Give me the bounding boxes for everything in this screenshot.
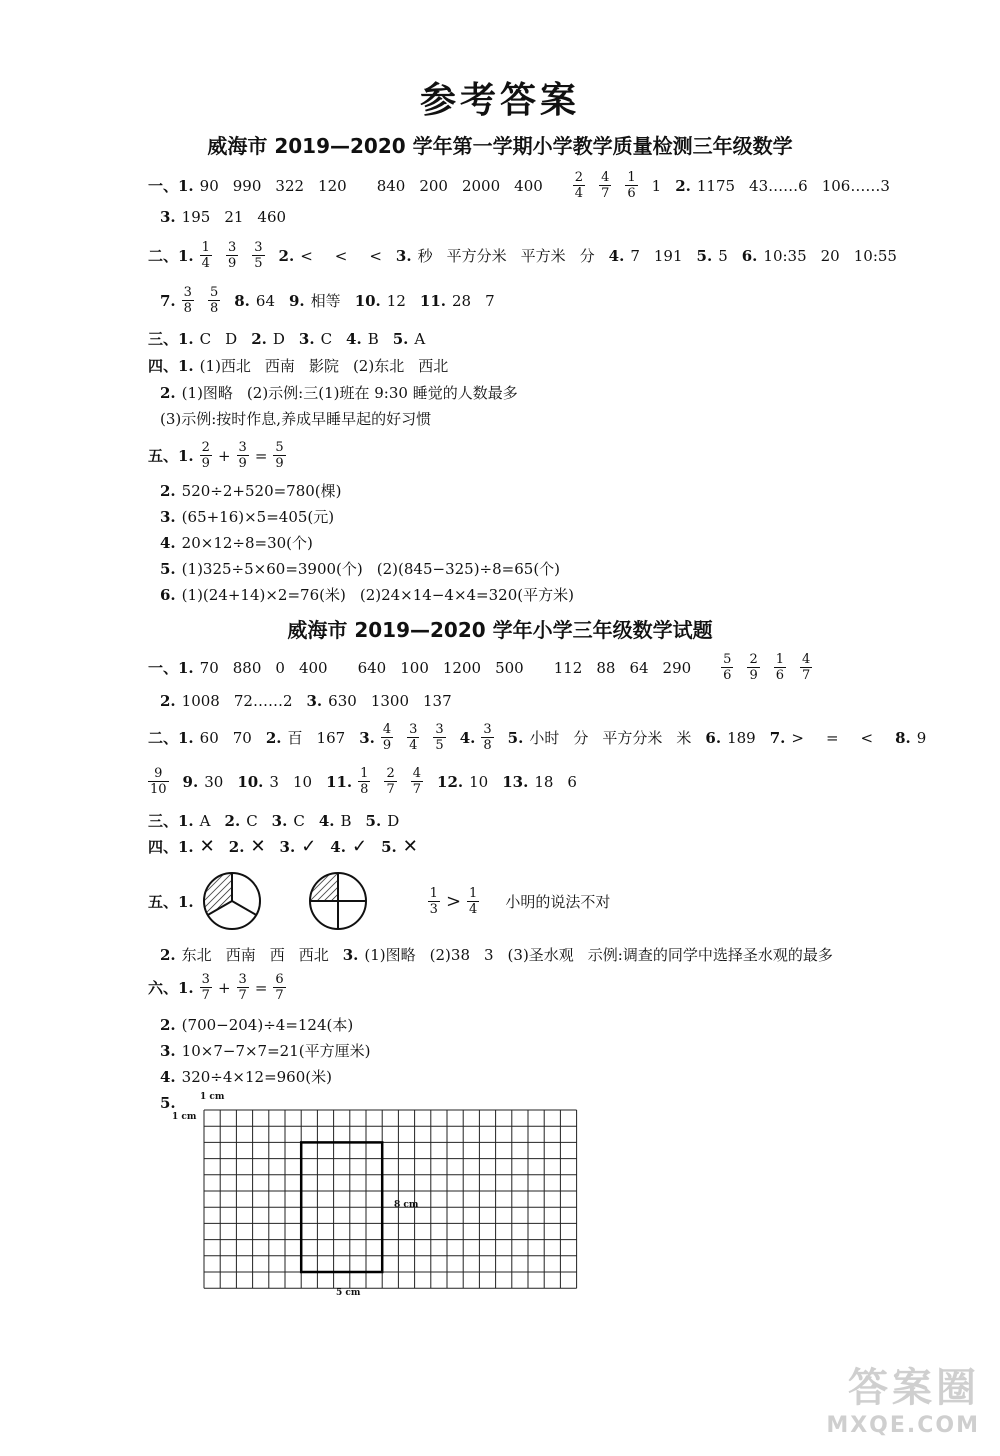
s1-line-10: 2. 520÷2+520=780(棵) <box>160 481 342 500</box>
grid-figure <box>160 1092 600 1302</box>
s2-line-3: 二、1. 60 70 2. 百 167 3. $\frac{4}{9}$ $\frac{3}{4}$ $\frac{3}{5}$ 4. $\frac{3}{8}$ 5. 小时 分 平方分米 米 6. 189 7. > = < 8. 9 <box>148 722 927 753</box>
s2-line-10: 2. (700−204)÷4=124(本) <box>160 1015 354 1034</box>
section2-heading: 威海市 2019—2020 学年小学三年级数学试题 <box>287 618 713 642</box>
s1-line-2: 3. 195 21 460 <box>160 208 287 226</box>
grid-svg <box>160 1092 600 1302</box>
s1-line-13: 5. (1)325÷5×60=3900(个) (2)(845−325)÷8=65(个) <box>160 559 561 578</box>
s1-line-11: 3. (65+16)×5=405(元) <box>160 507 335 526</box>
s1-line-14: 6. (1)(24+14)×2=76(米) (2)24×14−4×4=320(平方米) <box>160 585 574 604</box>
fraction: $\frac{4}{7}$ <box>601 170 610 201</box>
watermark <box>826 1356 980 1438</box>
cross-mark: ✕ <box>250 836 266 857</box>
s1-line-1: 一、1. 90 990 322 120 840 200 2000 400 $\frac{2}{4}$ $\frac{4}{7}$ $\frac{1}{6}$ 1 2. 1175 43……6 106……3 <box>148 170 890 201</box>
cross-mark: ✕ <box>199 836 215 857</box>
s2-line-11: 3. 10×7−7×7=21(平方厘米) <box>160 1041 371 1060</box>
watermark-url: MXQE.COM <box>826 1413 980 1438</box>
s1-line-9: 五、1. $\frac{2}{9}$ + $\frac{3}{9}$ = $\frac{5}{9}$ <box>148 440 284 471</box>
s1-line-5: 三、1. C D 2. D 3. C 4. B 5. A <box>148 329 426 348</box>
grid-height-label: 8 cm <box>394 1200 419 1210</box>
grid-width-label: 5 cm <box>336 1288 361 1298</box>
s2-line-2: 2. 1008 72……2 3. 630 1300 137 <box>160 692 452 710</box>
s2-line-13: 5. <box>160 1094 176 1112</box>
s2-line-7: 五、1. $\frac{1}{3}$ > $\frac{1}{4}$ 小明的说法不对 <box>148 866 960 936</box>
grid-left-label: 1 cm <box>172 1112 197 1122</box>
s2-line-5: 三、1. A 2. C 3. C 4. B 5. D <box>148 811 400 830</box>
s1-line-8: (3)示例:按时作息,养成早睡早起的好习惯 <box>160 410 432 428</box>
s2-line-8: 2. 东北 西南 西 西北 3. (1)图略 (2)38 3 (3)圣水观 示例:调查的同学中选择圣水观的最多 <box>160 945 833 964</box>
fraction: $\frac{2}{4}$ <box>574 170 584 201</box>
s1-line-7: 2. (1)图略 (2)示例:三(1)班在 9:30 睡觉的人数最多 <box>160 383 518 402</box>
circle-one-quarter-shaded <box>306 869 370 933</box>
s2-line-4: $\frac{9}{10}$ 9. 30 10. 3 10 11. $\frac{1}{8}$ $\frac{2}{7}$ $\frac{4}{7}$ 12. 10 13. 18 6 <box>150 766 577 797</box>
s1-line-12: 4. 20×12÷8=30(个) <box>160 533 313 552</box>
check-mark: ✓ <box>301 836 317 857</box>
s1-line-6: 四、1. (1)西北 西南 影院 (2)东北 西北 <box>148 357 449 375</box>
section1-heading: 威海市 2019—2020 学年第一学期小学教学质量检测三年级数学 <box>207 134 793 158</box>
grid-top-label: 1 cm <box>200 1092 225 1102</box>
fraction: $\frac{1}{6}$ <box>627 170 636 201</box>
cross-mark: ✕ <box>402 836 418 857</box>
s2-line-6: 四、1. ✕ 2. ✕ 3. ✓ 4. ✓ 5. ✕ <box>148 836 418 857</box>
s2-line-9: 六、1. $\frac{3}{7}$ + $\frac{3}{7}$ = $\frac{6}{7}$ <box>148 972 284 1003</box>
s2-line-1: 一、1. 70 880 0 400 640 100 1200 500 112 88 64 290 $\frac{5}{6}$ $\frac{2}{9}$ $\frac{1}{6}$ $\frac{4}{7}$ <box>148 652 811 683</box>
check-mark: ✓ <box>351 836 368 857</box>
circle-one-third-shaded <box>200 869 264 933</box>
s2-line-12: 4. 320÷4×12=960(米) <box>160 1067 332 1086</box>
s1-line-3: 二、1. $\frac{1}{4}$ $\frac{3}{9}$ $\frac{3}{5}$ 2. < < < 3. 秒 平方分米 平方米 分 4. 7 191 5. 5 6. 10:35 20 10:55 <box>148 240 897 271</box>
s1-line-4: 7. $\frac{3}{8}$ $\frac{5}{8}$ 8. 64 9. 相等 10. 12 11. 28 7 <box>160 285 495 316</box>
watermark-logo: 答案圈 <box>848 1365 980 1411</box>
page-title: 参考答案 <box>419 80 580 121</box>
